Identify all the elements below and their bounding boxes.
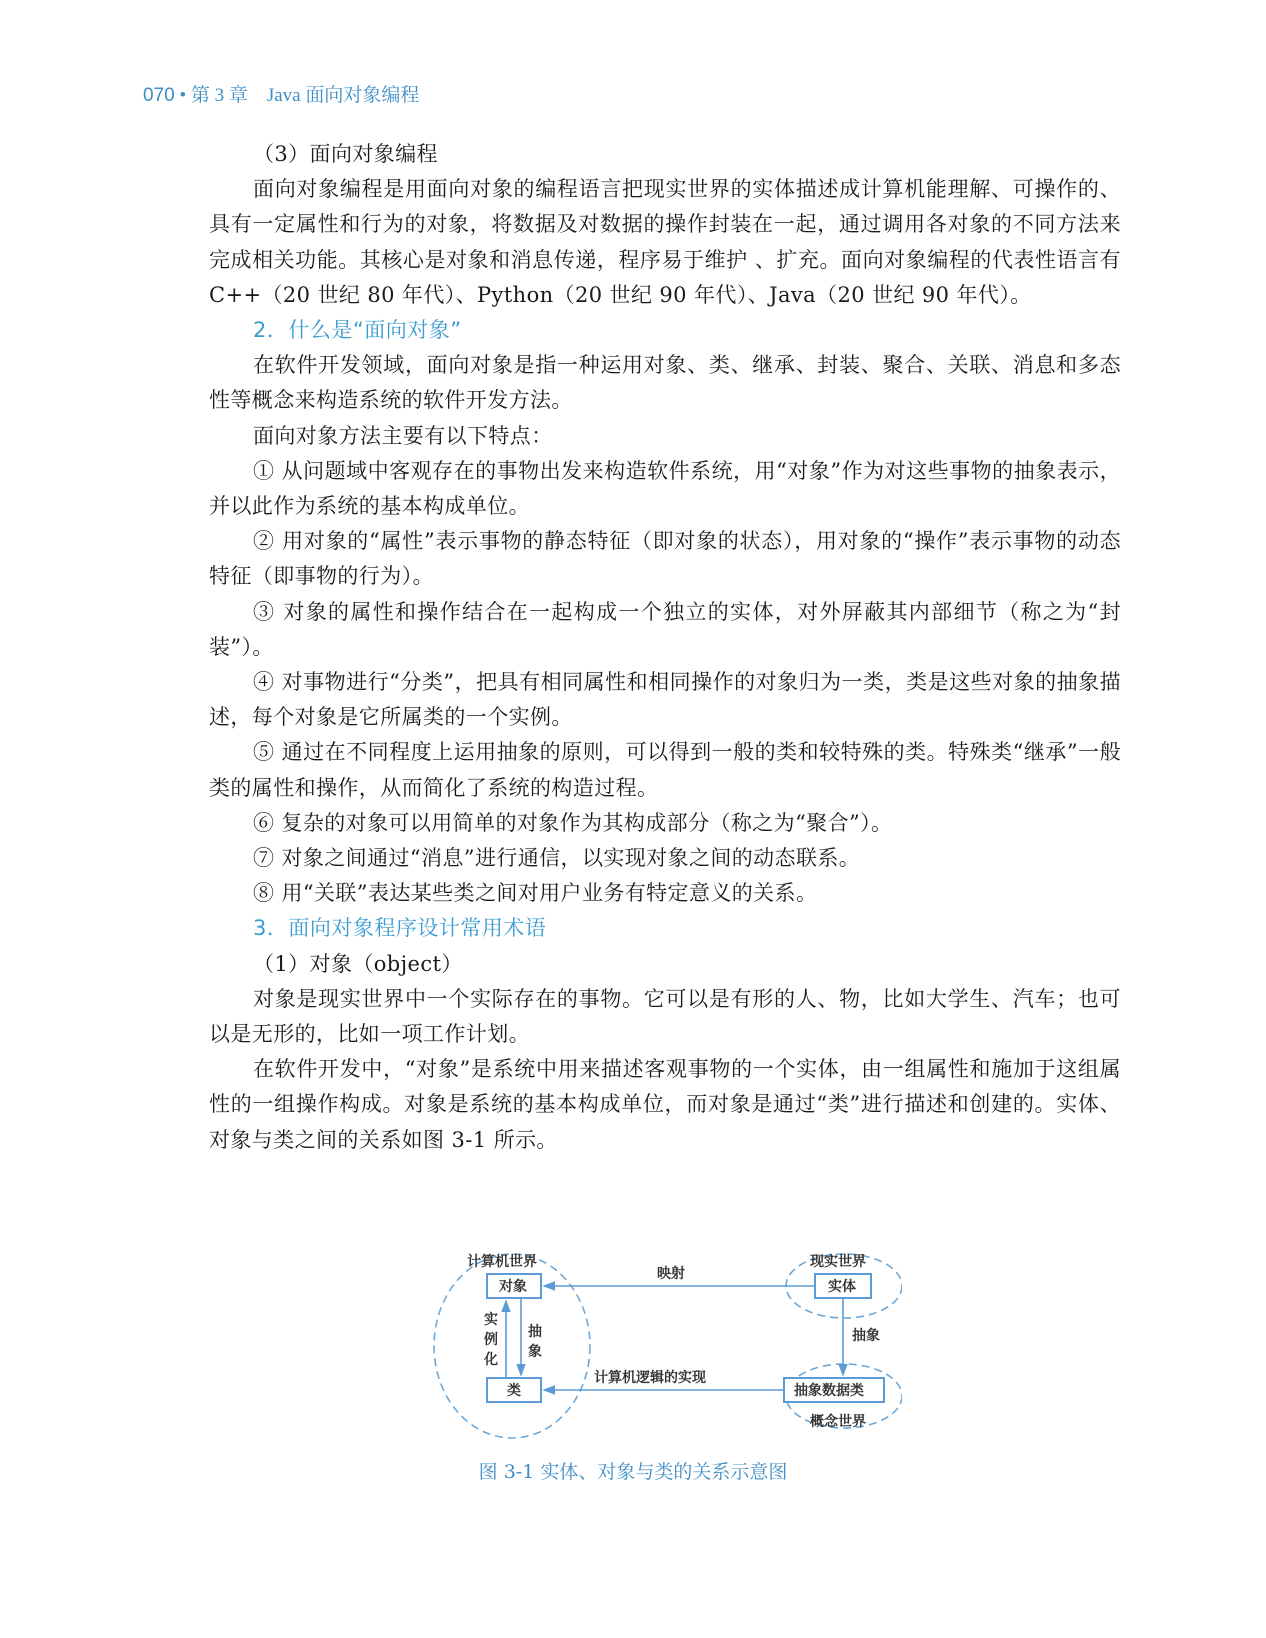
list-item: ⑧ 用“关联”表达某些类之间对用户业务有特定意义的关系。 bbox=[253, 881, 818, 906]
computer-world-label: 计算机世界 bbox=[467, 1254, 537, 1270]
abstract-data-class-label: 抽象数据类 bbox=[794, 1383, 864, 1399]
separator: • bbox=[174, 85, 191, 106]
object-box-label: 对象 bbox=[499, 1279, 527, 1295]
abstraction-left-label-2: 象 bbox=[528, 1344, 542, 1360]
subsection-title: （1）对象（object） bbox=[253, 951, 463, 976]
computer-logic-label: 计算机逻辑的实现 bbox=[594, 1370, 706, 1386]
page-number: 070 bbox=[143, 85, 175, 106]
real-world-label: 现实世界 bbox=[810, 1254, 866, 1270]
list-item: ④ 对事物进行“分类”，把具有相同属性和相同操作的对象归为一类，类是这些对象的抽象描述，每个对象是它所属类的一个实例。 bbox=[209, 670, 1121, 730]
running-head bbox=[143, 80, 419, 107]
paragraph: 面向对象编程是用面向对象的编程语言把现实世界的实体描述成计算机能理解、可操作的、具有一定属性和行为的对象，将数据及对数据的操作封装在一起，通过调用各对象的不同方法来完成相关功能。其核心是对象和消息传递，程序易于维护 、扩充。面向对象编程的代表性语言有 C++（20 世纪 80 年代）、Python（20 世纪 90 年代）、Java（20 世纪 90 年代）。 bbox=[209, 177, 1121, 307]
section-heading: 2．什么是“面向对象” bbox=[253, 318, 462, 343]
figure-caption: 图 3-1 实体、对象与类的关系示意图 bbox=[478, 1461, 788, 1483]
list-item: ① 从问题域中客观存在的事物出发来构造软件系统，用“对象”作为对这些事物的抽象表示，并以此作为系统的基本构成单位。 bbox=[209, 458, 1121, 519]
subsection-title: （3）面向对象编程 bbox=[253, 142, 438, 166]
relationship-diagram bbox=[432, 1248, 902, 1443]
class-box-label: 类 bbox=[507, 1383, 521, 1399]
list-item: ⑦ 对象之间通过“消息”进行通信，以实现对象之间的动态联系。 bbox=[253, 846, 861, 871]
chapter-title: 第 3 章 Java 面向对象编程 bbox=[190, 85, 420, 106]
instantiation-label-1: 实 bbox=[484, 1312, 498, 1328]
paragraph: 在软件开发领域，面向对象是指一种运用对象、类、继承、封装、聚合、关联、消息和多态性等概念来构造系统的软件开发方法。 bbox=[209, 353, 1121, 413]
entity-box-label: 实体 bbox=[828, 1279, 856, 1295]
instantiation-label-3: 化 bbox=[484, 1352, 498, 1368]
list-item: ⑤ 通过在不同程度上运用抽象的原则，可以得到一般的类和较特殊的类。特殊类“继承”一般类的属性和操作，从而简化了系统的构造过程。 bbox=[209, 740, 1121, 800]
abstraction-right-label: 抽象 bbox=[852, 1328, 880, 1344]
paragraph: 对象是现实世界中一个实际存在的事物。它可以是有形的人、物，比如大学生、汽车；也可以是无形的，比如一项工作计划。 bbox=[209, 986, 1121, 1047]
abstraction-left-label-1: 抽 bbox=[528, 1324, 542, 1340]
section-heading: 3．面向对象程序设计常用术语 bbox=[253, 916, 547, 941]
list-item: ② 用对象的“属性”表示事物的静态特征（即对象的状态），用对象的“操作”表示事物的动态特征（即事物的行为）。 bbox=[209, 529, 1121, 589]
list-item: ⑥ 复杂的对象可以用简单的对象作为其构成部分（称之为“聚合”）。 bbox=[253, 810, 893, 835]
body-content bbox=[209, 137, 1121, 1158]
paragraph: 在软件开发中，“对象”是系统中用来描述客观事物的一个实体，由一组属性和施加于这组属性的一组操作构成。对象是系统的基本构成单位，而对象是通过“类”进行描述和创建的。实体、对象与类之间的关系如图 3-1 所示。 bbox=[209, 1057, 1121, 1152]
concept-world-label: 概念世界 bbox=[810, 1414, 866, 1430]
list-item: ③ 对象的属性和操作结合在一起构成一个独立的实体，对外屏蔽其内部细节（称之为“封装”）。 bbox=[209, 599, 1121, 659]
paragraph: 面向对象方法主要有以下特点： bbox=[253, 423, 553, 448]
mapping-label: 映射 bbox=[657, 1266, 685, 1282]
instantiation-label-2: 例 bbox=[484, 1332, 498, 1348]
